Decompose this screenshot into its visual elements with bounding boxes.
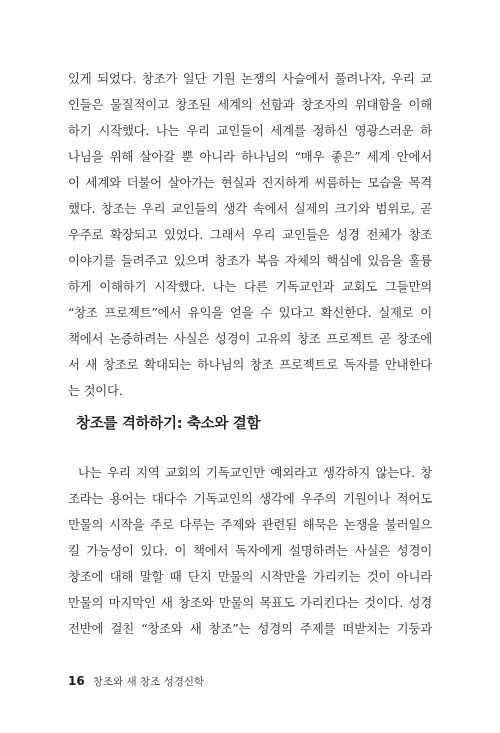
text-line: 이 세계와 더불어 살아가는 현실과 진지하게 씨름하는 모습을 목격: [68, 175, 432, 190]
text-line: 이야기를 들려주고 있으며 창조가 복음 자체의 핵심에 있음을 훌륭: [68, 253, 432, 268]
text-line: 나는 우리 지역 교회의 기독교인만 예외라고 생각하지 않는다. 창: [78, 465, 432, 480]
text-line: 조라는 용어는 대다수 기독교인의 생각에 우주의 기원이나 적어도: [68, 491, 432, 506]
text-line: 있게 되었다. 창조가 일단 기원 논쟁의 사슬에서 풀려나자, 우리 교: [68, 71, 432, 86]
text-line: 창조에 대해 말할 때 단지 만물의 시작만을 가리키는 것이 아니라: [68, 569, 432, 584]
text-line: 우주로 확장되고 있었다. 그래서 우리 교인들은 성경 전체가 창조: [68, 227, 432, 242]
text-line: 하게 이해하기 시작했다. 나는 다른 기독교인과 교회도 그들만의: [68, 279, 432, 294]
text-line: 전반에 걸친 “창조와 새 창조”는 성경의 주제를 떠받치는 기둥과: [68, 621, 432, 636]
text-line: 책에서 논증하려는 사실은 성경이 고유의 창조 프로젝트 곧 창조에: [68, 331, 432, 346]
text-line: 만물의 마지막인 새 창조와 만물의 목표도 가리킨다는 것이다. 성경: [68, 595, 432, 610]
running-book-title: 창조와 새 창조 성경신학: [92, 676, 205, 688]
text-line: 서 새 창조로 확대되는 하나님의 창조 프로젝트로 독자를 안내한다: [68, 357, 432, 372]
section-heading: 창조를 격하하기: 축소와 결함: [76, 416, 261, 432]
text-line: 하기 시작했다. 나는 우리 교인들이 세계를 정하신 영광스러운 하: [68, 123, 432, 138]
text-line: 했다. 창조는 우리 교인들의 생각 속에서 실제의 크기와 범위로, 곧: [68, 201, 432, 216]
text-line: 킬 가능성이 있다. 이 책에서 독자에게 설명하려는 사실은 성경이: [68, 543, 432, 558]
text-line: 는 것이다.: [68, 383, 123, 398]
page-number: 16: [68, 674, 85, 688]
page-footer: [68, 674, 204, 689]
text-line: 만물의 시작을 주로 다루는 주제와 관련된 해묵은 논쟁을 불러일으: [68, 517, 432, 532]
text-line: 나님을 위해 살아갈 뿐 아니라 하나님의 “매우 좋은” 세계 안에서: [68, 149, 432, 164]
text-line: “창조 프로젝트”에서 유익을 얻을 수 있다고 확신한다. 실제로 이: [68, 305, 432, 320]
text-line: 인들은 물질적이고 창조된 세계의 선함과 창조자의 위대함을 이해: [68, 97, 432, 112]
